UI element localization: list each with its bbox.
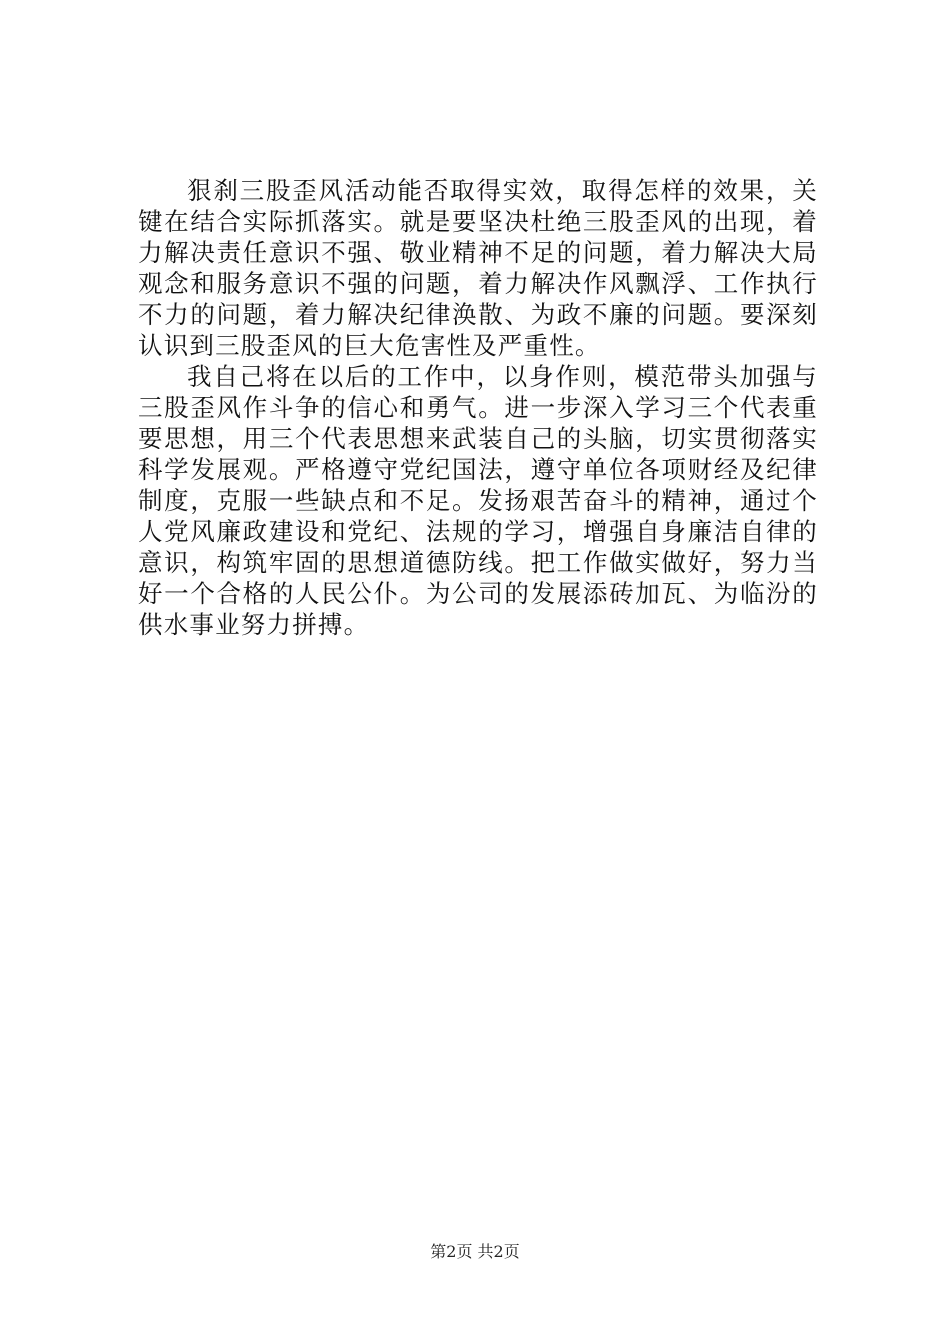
paragraph-2: 我自己将在以后的工作中，以身作则，模范带头加强与三股歪风作斗争的信心和勇气。进一步深入学习三个代表重要思想，用三个代表思想来武装自己的头脑，切实贯彻落实科学发展观。严格遵守党纪国法，遵守单位各项财经及纪律制度，克服一些缺点和不足。发扬艰苦奋斗的精神，通过个人党风廉政建设和党纪、法规的学习，增强自身廉洁自律的意识，构筑牢固的思想道德防线。把工作做实做好，努力当好一个合格的人民公仆。为公司的发展添砖加瓦、为临汾的供水事业努力拼搏。	[138, 362, 818, 639]
page-number-footer: 第2页 共2页	[430, 1242, 520, 1261]
paragraph-1: 狠刹三股歪风活动能否取得实效，取得怎样的效果，关键在结合实际抓落实。就是要坚决杜绝三股歪风的出现，着力解决责任意识不强、敬业精神不足的问题，着力解决大局观念和服务意识不强的问题，着力解决作风飘浮、工作执行不力的问题，着力解决纪律涣散、为政不廉的问题。要深刻认识到三股歪风的巨大危害性及严重性。	[138, 176, 818, 360]
document-body	[138, 175, 818, 640]
